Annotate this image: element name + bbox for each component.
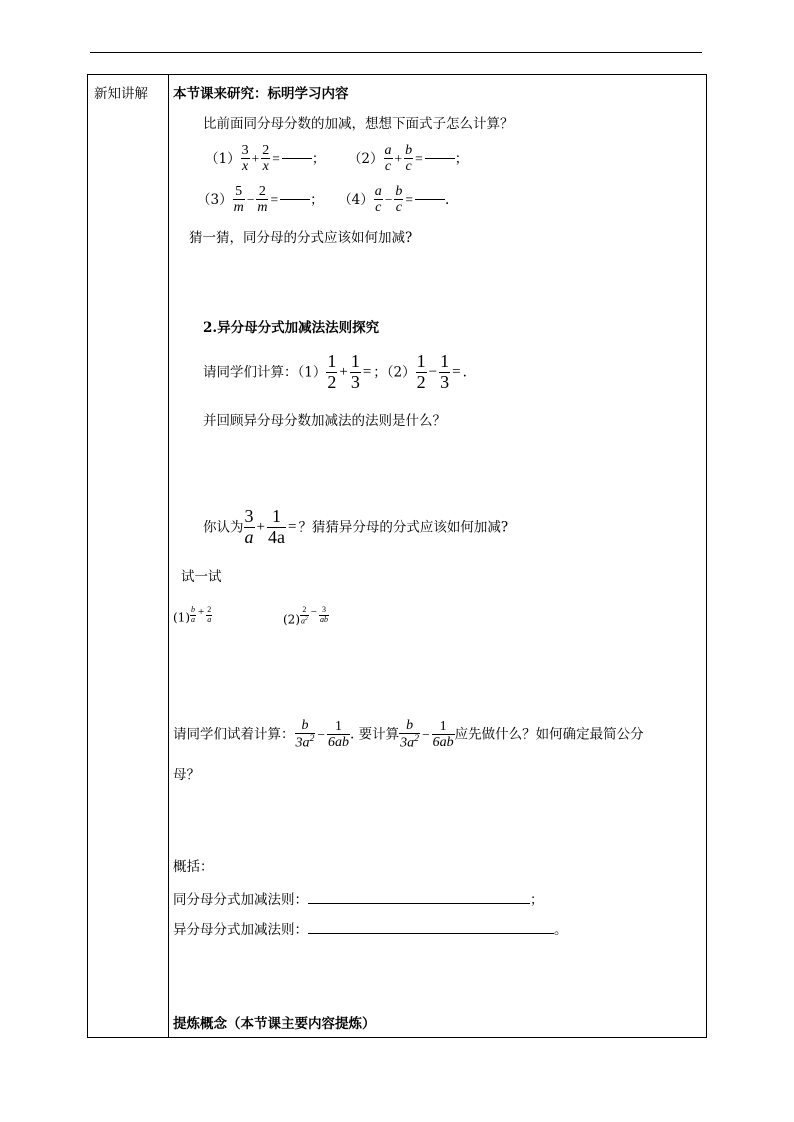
calc-row: 请同学们试着计算： $\frac{b}{3a^2}$ − $\frac{1}{6ab}$ . 要计算 $\frac{b}{3a^2}$ − $\frac{1}{6ab}$ 应先做什么？如何确定最简公分 — [173, 718, 644, 752]
column-divider — [168, 75, 169, 1037]
fraction: $\frac{3}{a}$ — [244, 506, 254, 547]
fraction: $\frac{1}{2}$ — [327, 351, 337, 392]
rule-2-blank[interactable] — [308, 933, 554, 934]
review-question: 并回顾异分母分数加减法的法则是什么？ — [203, 413, 446, 429]
section1-intro: 比前面同分母分数的加减，想想下面式子怎么计算？ — [203, 116, 514, 132]
summary-title: 概括： — [173, 859, 214, 875]
refine-heading: 提炼概念（本节课主要内容提炼） — [173, 1016, 376, 1032]
section1-heading: 本节课来研究：标明学习内容 — [173, 86, 349, 102]
fraction: $\frac{1}{2}$ — [416, 351, 426, 392]
fraction: $\frac{b}{c}$ — [405, 143, 413, 175]
fraction: $\frac{a}{c}$ — [374, 184, 382, 216]
section1-guess: 猜一猜，同分母的分式应该如何加减? — [189, 230, 413, 246]
think-row: 你认为 $\frac{3}{a}$ + $\frac{1}{4a}$ = ？猜猜异分母的分式应该如何加减? — [203, 506, 509, 547]
fraction: $\frac{b}{c}$ — [395, 184, 403, 216]
summary-rule-1: 同分母分式加减法则： ； — [173, 892, 544, 908]
compute-prompt: 请同学们计算： — [203, 364, 298, 381]
problem-row-1: （1） $\frac{3}{x}$ + $\frac{2}{x}$ = ； （2） $\frac{a}{c}$ + $\frac{b}{c}$ = ； — [205, 143, 469, 175]
fraction: $\frac{5}{m}$ — [233, 184, 244, 216]
try-problem-2: (2) $\frac{2}{a^2}$ − $\frac{3}{ab}$ — [283, 605, 329, 627]
fraction: $\frac{2}{x}$ — [262, 143, 270, 175]
rule-1-blank[interactable] — [308, 903, 530, 904]
fraction: $\frac{b}{3a^2}$ — [400, 718, 420, 752]
left-column-label: 新知讲解 — [94, 86, 148, 102]
problem-2-label: （2） — [347, 150, 384, 167]
header-rule — [90, 52, 702, 53]
fraction: $\frac{1}{4a}$ — [267, 506, 285, 547]
fraction: $\frac{a}{c}$ — [384, 143, 392, 175]
problem-1-label: （1） — [205, 150, 241, 167]
fraction: $\frac{1}{6ab}$ — [328, 718, 350, 751]
fraction: $\frac{2}{m}$ — [257, 184, 268, 216]
section2-heading: 2.异分母分式加减法法则探究 — [203, 320, 380, 336]
compute-row: 请同学们计算：（1） $\frac{1}{2}$ + $\frac{1}{3}$ = ；（2） $\frac{1}{2}$ − $\frac{1}{3}$ = . — [203, 351, 467, 392]
calc-row-wrap: 母？ — [173, 767, 200, 783]
summary-rule-2: 异分母分式加减法则： 。 — [173, 922, 568, 938]
answer-blank — [280, 199, 310, 200]
try-problem-1: (1) $\frac{b}{a}$ + $\frac{2}{a}$ — [173, 605, 212, 625]
fraction: $\frac{b}{3a^2}$ — [295, 718, 315, 752]
fraction: $\frac{1}{6ab}$ — [432, 718, 454, 751]
fraction: $\frac{3}{x}$ — [241, 143, 249, 175]
problem-row-2: （3） $\frac{5}{m}$ − $\frac{2}{m}$ = ； （4） $\frac{a}{c}$ − $\frac{b}{c}$ = . — [197, 184, 450, 216]
answer-blank — [415, 199, 445, 200]
problem-3-label: （3） — [197, 191, 233, 208]
problem-4-label: （4） — [338, 191, 374, 208]
try-label: 试一试 — [181, 569, 222, 585]
fraction: $\frac{1}{3}$ — [440, 351, 450, 392]
answer-blank — [425, 158, 455, 159]
answer-blank — [282, 158, 312, 159]
fraction: $\frac{1}{3}$ — [350, 351, 360, 392]
